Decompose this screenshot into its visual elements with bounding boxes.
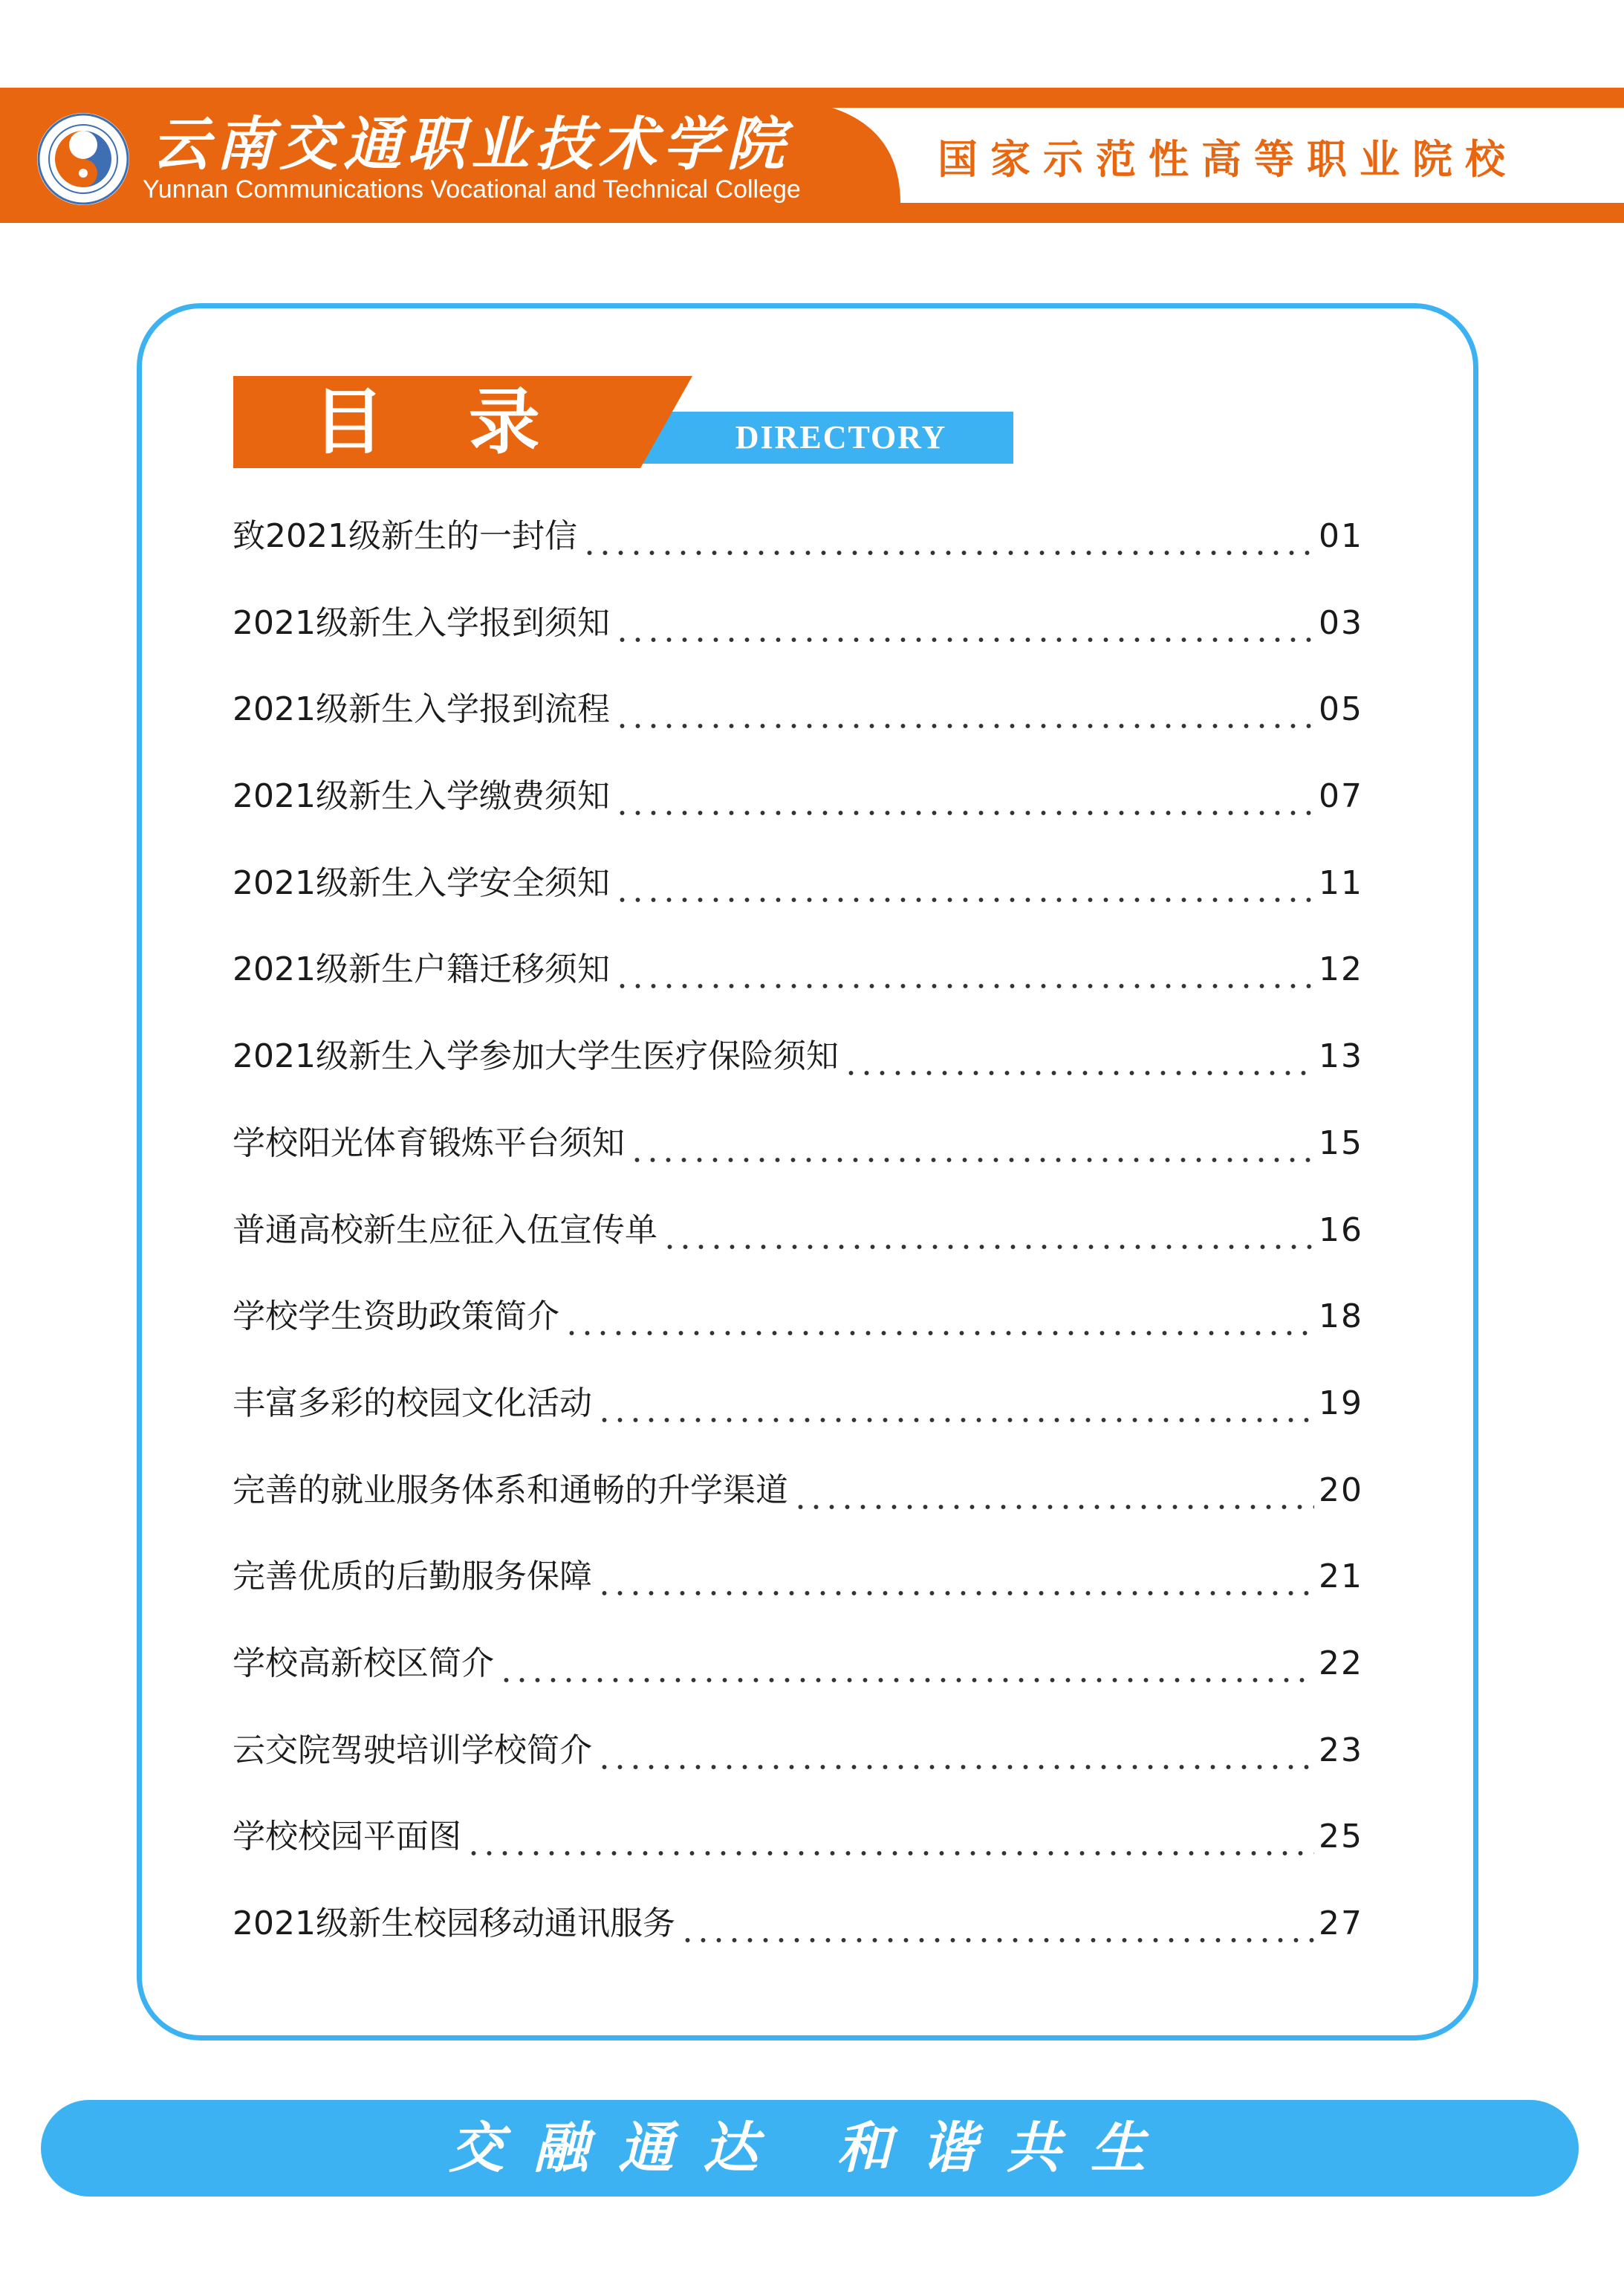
toc-item-page: 23 [1319,1731,1363,1769]
toc-item[interactable] [233,1377,1363,1464]
toc-item-page: 22 [1319,1644,1363,1682]
toc-leader-dots [498,1637,1314,1691]
title-cn: 目 录 [313,380,570,464]
toc-leader-dots [680,1897,1314,1951]
toc-item-title: 丰富多彩的校园文化活动 [233,1384,592,1422]
toc-item[interactable] [233,1637,1363,1724]
toc-item-title: 2021级新生入学缴费须知 [233,777,610,816]
toc-item-page: 13 [1319,1037,1363,1076]
toc-leader-dots [597,1724,1314,1777]
toc-item-page: 18 [1319,1297,1363,1336]
toc-item-title: 2021级新生入学参加大学生医疗保险须知 [233,1037,839,1076]
toc-item[interactable] [233,943,1363,1030]
toc-item-title: 学校校园平面图 [233,1818,461,1856]
toc-item[interactable] [233,770,1363,857]
toc-item-title: 学校学生资助政策简介 [233,1297,559,1336]
toc-item[interactable] [233,1464,1363,1551]
toc-item-page: 20 [1319,1471,1363,1509]
toc-item[interactable] [233,1550,1363,1637]
college-name-cn: 云南交通职业技术学院 [152,111,791,178]
toc-item-page: 12 [1319,950,1363,989]
toc-leader-dots [614,770,1314,823]
toc-item-title: 学校阳光体育锻炼平台须知 [233,1124,625,1162]
toc-leader-dots [564,1290,1314,1343]
toc-leader-dots [662,1204,1314,1257]
toc-item-title: 2021级新生入学安全须知 [233,863,610,902]
toc-item-page: 19 [1319,1384,1363,1422]
toc-item-page: 01 [1319,517,1363,555]
toc-item[interactable] [233,683,1363,770]
toc-item-page: 27 [1319,1905,1363,1942]
toc-item-page: 07 [1319,777,1363,816]
toc-item[interactable] [233,1810,1363,1897]
toc-item-page: 05 [1319,690,1363,729]
toc-item-title: 完善的就业服务体系和通畅的升学渠道 [233,1471,788,1509]
title-en: DIRECTORY [735,419,947,456]
toc-item[interactable] [233,597,1363,684]
toc-item[interactable] [233,1290,1363,1377]
toc-leader-dots [597,1550,1314,1604]
toc-item-page: 15 [1319,1124,1363,1162]
toc-item[interactable] [233,1030,1363,1117]
toc-item[interactable] [233,1117,1363,1204]
toc-item-page: 11 [1319,863,1363,902]
toc-item-title: 普通高校新生应征入伍宣传单 [233,1210,657,1249]
toc-item-title: 2021级新生校园移动通讯服务 [233,1905,675,1942]
college-logo [37,113,129,205]
toc-item-page: 16 [1319,1210,1363,1249]
header-slogan: 国家示范性高等职业院校 [938,136,1518,183]
toc-item[interactable] [233,857,1363,944]
footer-motto: 交融通达 和谐共生 [449,2116,1175,2180]
toc-leader-dots [793,1464,1314,1517]
toc-item-title: 2021级新生入学报到须知 [233,603,610,642]
toc-leader-dots [614,683,1314,736]
toc-leader-dots [466,1810,1314,1864]
toc-leader-dots [597,1377,1314,1430]
toc-item-page: 03 [1319,603,1363,642]
toc-list [233,510,1363,1984]
toc-item-title: 2021级新生入学报到流程 [233,690,610,729]
toc-item[interactable] [233,1897,1363,1984]
toc-item[interactable] [233,1204,1363,1291]
toc-item-page: 21 [1319,1557,1363,1596]
toc-item-title: 云交院驾驶培训学校简介 [233,1731,592,1769]
toc-item[interactable] [233,510,1363,597]
college-name-en: Yunnan Communications Vocational and Technical College [143,175,801,204]
toc-leader-dots [614,857,1314,910]
toc-item[interactable] [233,1724,1363,1811]
toc-leader-dots [843,1030,1314,1083]
toc-item-title: 学校高新校区简介 [233,1644,494,1682]
toc-leader-dots [614,943,1314,996]
toc-leader-dots [614,597,1314,650]
toc-item-title: 2021级新生户籍迁移须知 [233,950,610,989]
toc-item-title: 完善优质的后勤服务保障 [233,1557,592,1596]
toc-item-page: 25 [1319,1818,1363,1856]
toc-leader-dots [582,510,1314,563]
toc-leader-dots [629,1117,1314,1170]
toc-item-title: 致2021级新生的一封信 [233,517,577,555]
